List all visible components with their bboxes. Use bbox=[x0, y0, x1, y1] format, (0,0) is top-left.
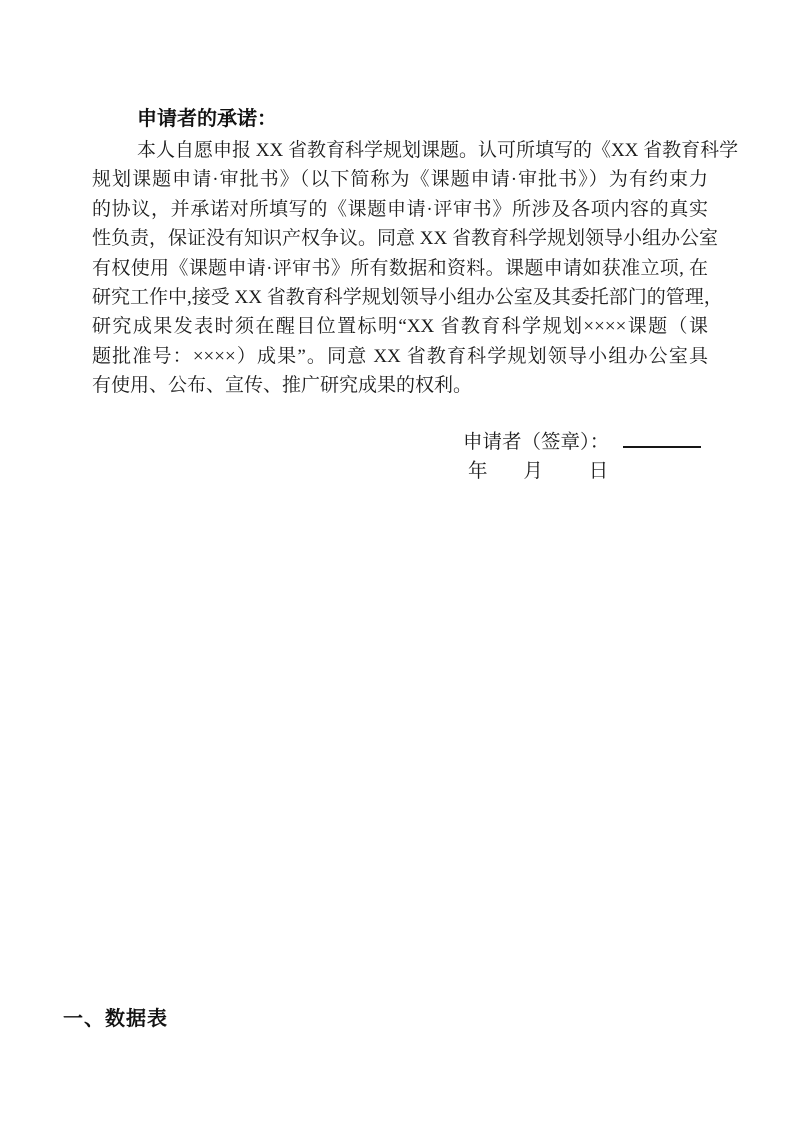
commitment-line: 性负责，保证没有知识产权争议。同意 XX 省教育科学规划领导小组办公室 bbox=[92, 228, 718, 250]
section-heading-data-table: 一、数据表 bbox=[63, 1008, 168, 1030]
commitment-section bbox=[92, 103, 739, 401]
commitment-heading: 申请者的承诺： bbox=[137, 108, 277, 130]
signature-block bbox=[463, 428, 701, 486]
signature-blank-line bbox=[623, 431, 701, 448]
month-label: 月 bbox=[523, 461, 543, 482]
day-label: 日 bbox=[588, 461, 609, 482]
commitment-line: 题批准号：××××）成果”。同意 XX 省教育科学规划领导小组办公室具 bbox=[92, 345, 708, 367]
year-label: 年 bbox=[468, 461, 488, 482]
signature-row bbox=[463, 428, 701, 457]
commitment-paragraph bbox=[92, 136, 739, 401]
commitment-line: 研究成果发表时须在醒目位置标明“XX 省教育科学规划××××课题（课 bbox=[92, 316, 708, 338]
commitment-line: 研究工作中,接受 XX 省教育科学规划领导小组办公室及其委托部门的管理， bbox=[92, 287, 723, 309]
commitment-line: 有权使用《课题申请·评审书》所有数据和资料。课题申请如获准立项, 在 bbox=[92, 257, 708, 279]
commitment-line: 本人自愿申报 XX 省教育科学规划课题。认可所填写的《XX 省教育科学 bbox=[137, 140, 739, 161]
signature-label: 申请者（签章）： bbox=[463, 432, 610, 453]
commitment-line: 规划课题申请·审批书》（以下简称为《课题申请·审批书》）为有约束力 bbox=[92, 169, 708, 191]
commitment-line: 有使用、公布、宣传、推广研究成果的权利。 bbox=[92, 375, 473, 397]
commitment-line: 的协议，并承诺对所填写的《课题申请·评审书》所涉及各项内容的真实 bbox=[92, 198, 708, 220]
date-row bbox=[463, 457, 701, 486]
